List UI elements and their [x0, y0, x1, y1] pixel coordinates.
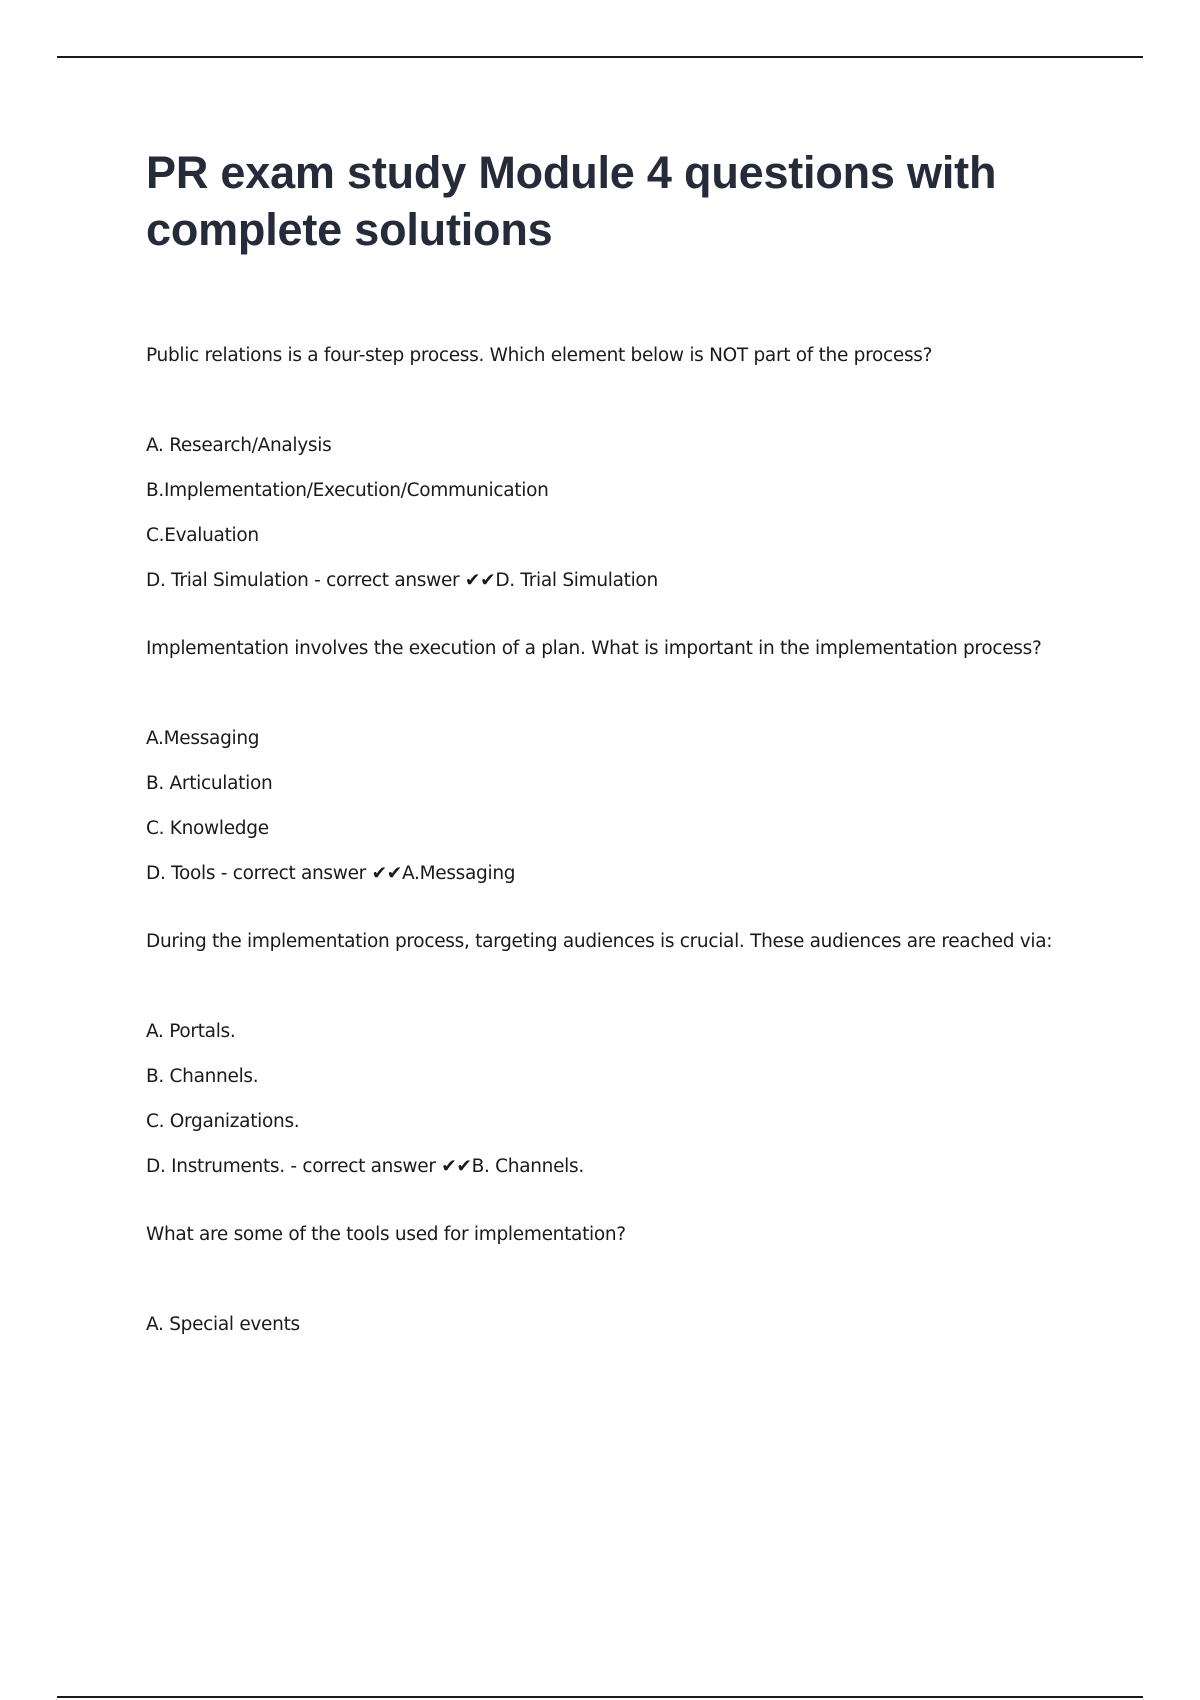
- question-item-3: [146, 930, 1086, 1179]
- question-text: Implementation involves the execution of a plan. What is important in the implementation process?: [146, 638, 1042, 659]
- question-text: Public relations is a four-step process. Which element below is NOT part of the process?: [146, 345, 933, 366]
- answer-option-with-solution: D. Instruments. - correct answer ✔✔B. Channels.: [146, 1156, 584, 1177]
- question-item-4: [146, 1223, 1086, 1337]
- question-item-1: [146, 344, 1086, 593]
- question-list: [146, 344, 1086, 1337]
- answer-option: B.Implementation/Execution/Communication: [146, 480, 549, 501]
- answer-option: B. Channels.: [146, 1066, 259, 1087]
- bottom-divider: [57, 1696, 1143, 1698]
- answer-option: A. Special events: [146, 1314, 300, 1335]
- answer-option: C. Organizations.: [146, 1111, 300, 1132]
- answer-option: C. Knowledge: [146, 818, 269, 839]
- question-item-2: [146, 637, 1086, 886]
- answer-option: C.Evaluation: [146, 525, 259, 546]
- answer-option: A.Messaging: [146, 728, 260, 749]
- top-divider: [57, 56, 1143, 58]
- question-text: What are some of the tools used for implementation?: [146, 1224, 626, 1245]
- answer-option-with-solution: D. Trial Simulation - correct answer ✔✔D. Trial Simulation: [146, 570, 658, 591]
- answer-option: A. Research/Analysis: [146, 435, 332, 456]
- answer-option: B. Articulation: [146, 773, 273, 794]
- answer-option: A. Portals.: [146, 1021, 236, 1042]
- document-body: [146, 144, 1086, 1381]
- answer-option-with-solution: D. Tools - correct answer ✔✔A.Messaging: [146, 863, 516, 884]
- question-text: During the implementation process, targeting audiences is crucial. These audiences are reached via:: [146, 931, 1053, 952]
- document-title: PR exam study Module 4 questions with complete solutions: [146, 147, 997, 255]
